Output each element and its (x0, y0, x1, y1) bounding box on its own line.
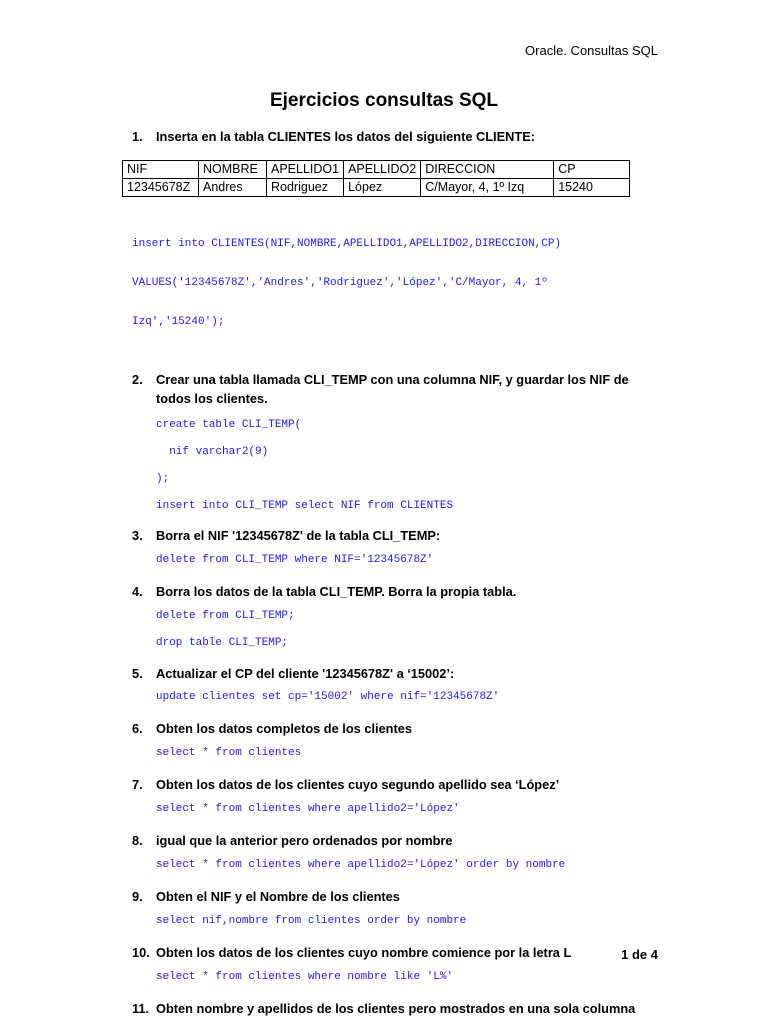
exercise-list (127, 127, 652, 1018)
table-header-cell: APELLIDO1 (267, 161, 344, 179)
exercise-number: 2. (132, 372, 143, 387)
exercise-6 (132, 719, 652, 738)
exercise-1 (132, 127, 652, 146)
exercise-text: Obten los datos completos de los clientes (156, 721, 412, 736)
exercise-2 (132, 370, 652, 408)
sql-line: select * from clientes where nombre like 'L%' (156, 971, 454, 983)
exercise-8 (132, 831, 652, 850)
sql-line: Izq','15240'); (132, 316, 225, 328)
exercise-number: 8. (132, 833, 143, 848)
exercise-text: Borra el NIF '12345678Z' de la tabla CLI_TEMP: (156, 528, 441, 543)
exercise-text: Obten los datos de los clientes cuyo segundo apellido sea ‘López’ (156, 777, 560, 792)
exercise-number: 5. (132, 666, 143, 681)
exercise-number: 1. (132, 129, 143, 144)
exercise-number: 11. (132, 1001, 150, 1016)
clientes-table (122, 160, 630, 197)
exercise-number: 7. (132, 777, 143, 792)
table-header-cell: CP (554, 161, 630, 179)
table-cell: Rodriguez (267, 179, 344, 197)
table-header-cell: DIRECCION (421, 161, 554, 179)
exercise-number: 6. (132, 721, 143, 736)
sql-line: delete from CLI_TEMP where NIF='12345678Z' (156, 554, 434, 566)
exercise-text: Crear una tabla llamada CLI_TEMP con una columna NIF, y guardar los NIF de todos los clientes. (156, 372, 629, 406)
table-header-cell: APELLIDO2 (344, 161, 421, 179)
exercise-4 (132, 582, 652, 601)
sql-code-block (132, 212, 652, 355)
sql-line: VALUES('12345678Z','Andres','Rodriguez','López','C/Mayor, 4, 1º (132, 277, 548, 289)
table-header-cell: NIF (123, 161, 199, 179)
page-title: Ejercicios consultas SQL (269, 90, 499, 111)
sql-line: drop table CLI_TEMP; (156, 637, 289, 649)
exercise-text: Inserta en la tabla CLIENTES los datos del siguiente CLIENTE: (156, 129, 536, 144)
table-header-cell: NOMBRE (199, 161, 267, 179)
sql-line: insert into CLI_TEMP select NIF from CLIENTES (156, 500, 454, 512)
sql-line: insert into CLIENTES(NIF,NOMBRE,APELLIDO1,APELLIDO2,DIRECCION,CP) (132, 238, 562, 250)
sql-line: select nif,nombre from clientes order by nombre (156, 915, 467, 927)
exercise-11 (132, 999, 652, 1018)
exercise-text: Actualizar el CP del cliente '12345678Z' a ‘15002’: (156, 666, 455, 681)
sql-line: select * from clientes where apellido2='López' order by nombre (156, 859, 566, 871)
sql-line: select * from clientes (156, 747, 302, 759)
sql-line: select * from clientes where apellido2='López' (156, 803, 460, 815)
table-cell: 15240 (554, 179, 630, 197)
table-cell: López (344, 179, 421, 197)
sql-line: nif varchar2(9) (156, 446, 269, 458)
exercise-number: 4. (132, 584, 143, 599)
exercise-number: 3. (132, 528, 143, 543)
header-text: Oracle. Consultas SQL (525, 43, 658, 58)
table-cell: C/Mayor, 4, 1º Izq (421, 179, 554, 197)
sql-line: create table CLI_TEMP( (156, 419, 302, 431)
table-header-row (123, 161, 630, 179)
table-cell: Andres (199, 179, 267, 197)
exercise-number: 9. (132, 889, 143, 904)
exercise-5 (132, 664, 652, 683)
exercise-number: 10. (132, 945, 150, 960)
exercise-text: igual que la anterior pero ordenados por nombre (156, 833, 453, 848)
exercise-10 (132, 943, 652, 962)
table-row (123, 179, 630, 197)
exercise-text: Obten los datos de los clientes cuyo nombre comience por la letra L (156, 945, 572, 960)
sql-line: delete from CLI_TEMP; (156, 610, 295, 622)
page-number: 1 de 4 (621, 947, 658, 962)
exercise-9 (132, 887, 652, 906)
exercise-text: Borra los datos de la tabla CLI_TEMP. Borra la propia tabla. (156, 584, 517, 599)
exercise-text: Obten el NIF y el Nombre de los clientes (156, 889, 400, 904)
exercise-text: Obten nombre y apellidos de los clientes pero mostrados en una sola columna (156, 1001, 636, 1016)
exercise-3 (132, 526, 652, 545)
table-cell: 12345678Z (123, 179, 199, 197)
exercise-7 (132, 775, 652, 794)
sql-line: ); (156, 473, 170, 485)
sql-line: update clientes set cp='15002' where nif='12345678Z' (156, 691, 500, 703)
